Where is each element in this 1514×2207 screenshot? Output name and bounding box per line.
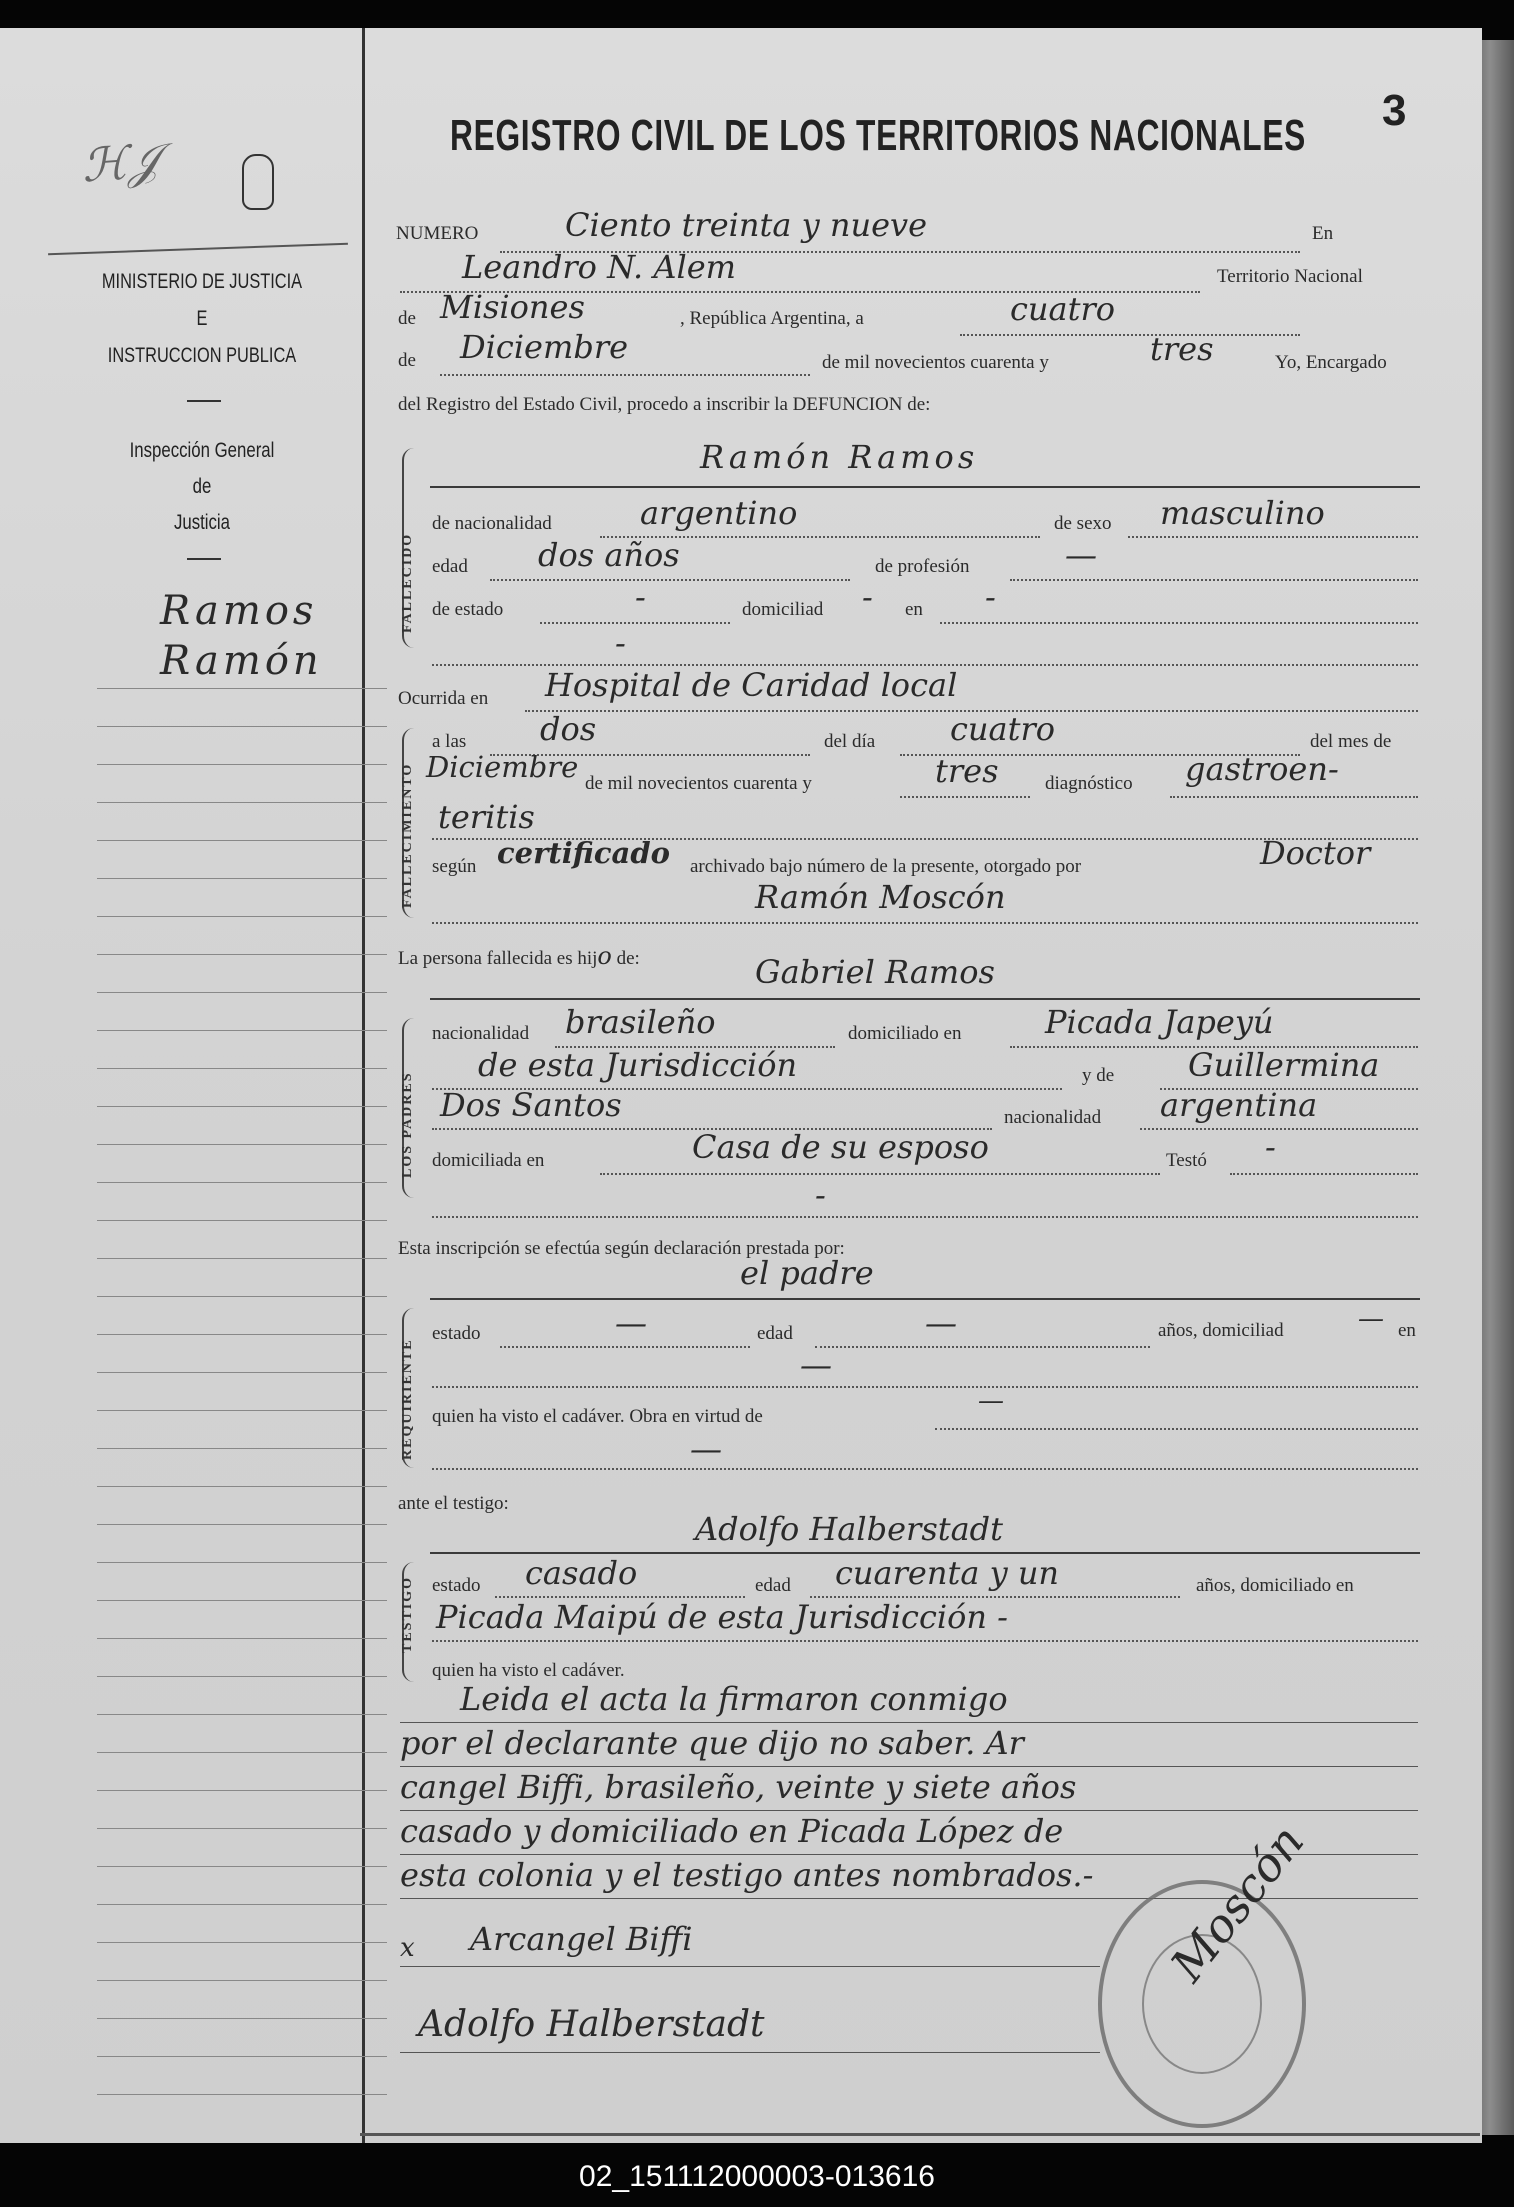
- profesion-label: de profesión: [875, 556, 970, 577]
- archivado-label: archivado bajo número de la presente, otorgado por: [690, 856, 1082, 877]
- edad-value: dos años: [538, 536, 680, 574]
- diagnostico-value-2: teritis: [438, 798, 535, 836]
- fill-line: [400, 1722, 1418, 1723]
- name-underline: [430, 486, 1420, 488]
- diagnostico-value: gastroen-: [1185, 750, 1339, 788]
- ruled-line: [97, 1144, 387, 1145]
- edad-value: —: [925, 1304, 957, 1342]
- ruled-line: [97, 1600, 387, 1601]
- hora-value: dos: [540, 710, 597, 748]
- padre-domicilio-value: Picada Japeyú: [1045, 1003, 1274, 1041]
- edad-label: edad: [432, 556, 468, 577]
- ruled-line: [97, 726, 387, 727]
- edad-value: cuarenta y un: [835, 1554, 1060, 1592]
- padres-section-label: LOS PADRES: [400, 1071, 415, 1178]
- padres-intro: [398, 942, 640, 970]
- inspection-line-3: Justicia: [173, 511, 231, 534]
- fill-line: [432, 1386, 1418, 1388]
- signature-biffi: Arcangel Biffi: [470, 1920, 693, 1958]
- declarante-value: el padre: [740, 1254, 874, 1292]
- estado-value: -: [635, 578, 646, 616]
- ruled-line: [97, 2018, 387, 2019]
- ruled-line: [97, 840, 387, 841]
- fill-line: [400, 1766, 1418, 1767]
- deceased-name-value: Ramón Ramos: [700, 438, 979, 476]
- numero-value: Ciento treinta y nueve: [565, 206, 928, 244]
- signature-mark: x: [400, 1933, 415, 1963]
- medico-value: Doctor: [1260, 834, 1371, 872]
- domiciliada-label: domiciliada en: [432, 1150, 545, 1171]
- ruled-line: [97, 1866, 387, 1867]
- divider: [187, 558, 221, 560]
- madre-domicilio-value: Casa de su esposo: [692, 1128, 989, 1166]
- register-page: [0, 28, 1482, 2143]
- ruled-line: [97, 2094, 387, 2095]
- requiriente-extra-dash: —: [800, 1346, 832, 1384]
- ruled-line: [97, 1448, 387, 1449]
- de-label-2: de: [398, 350, 416, 371]
- fill-line: [1010, 579, 1418, 581]
- ruled-line: [97, 1182, 387, 1183]
- ruled-line: [97, 1942, 387, 1943]
- fill-line: [815, 1346, 1150, 1348]
- domicilio-label: domiciliad: [742, 599, 824, 620]
- ruled-line: [97, 1638, 387, 1639]
- anio-label: de mil novecientos cuarenta y: [585, 773, 812, 794]
- medico-value-2: Ramón Moscón: [755, 878, 1006, 916]
- estado-label: estado: [432, 1323, 481, 1344]
- closing-line-1: Leida el acta la firmaron conmigo: [460, 1680, 1008, 1718]
- testigo-intro: ante el testigo:: [398, 1493, 509, 1514]
- edad-label: edad: [755, 1575, 791, 1596]
- en-label: en: [1398, 1320, 1416, 1341]
- closing-line-3: cangel Biffi, brasileño, veinte y siete años: [400, 1768, 1077, 1806]
- ruled-line: [97, 1334, 387, 1335]
- domicilio-value: Picada Maipú de esta Jurisdicción -: [436, 1598, 1008, 1636]
- anios-label: años, domiciliad: [1158, 1320, 1284, 1341]
- segun-value: certificado: [497, 836, 670, 870]
- padre-domicilio-value-2: de esta Jurisdicción: [478, 1046, 798, 1084]
- nacionalidad-label: de nacionalidad: [432, 513, 552, 534]
- ruled-line: [97, 1828, 387, 1829]
- initials-scribble: ℋ𝒥: [80, 133, 161, 193]
- dia-value: cuatro: [950, 710, 1056, 748]
- testigo-section-label: TESTIGO: [400, 1575, 415, 1653]
- testigo-value: Adolfo Halberstadt: [695, 1510, 1004, 1548]
- hijo-value: o: [597, 942, 612, 970]
- testo-label: Testó: [1166, 1150, 1207, 1171]
- ministry-line-1: MINISTERIO DE JUSTICIA: [101, 270, 303, 293]
- closing-line-2: por el declarante que dijo no saber. Ar: [400, 1724, 1024, 1762]
- ruled-line: [97, 1486, 387, 1487]
- ruled-line: [97, 916, 387, 917]
- ruled-line: [97, 1790, 387, 1791]
- ruled-line: [97, 764, 387, 765]
- sidebar: [42, 28, 365, 2143]
- mes-value: Diciembre: [426, 750, 579, 784]
- ruled-line: [97, 992, 387, 993]
- de-label: de: [398, 308, 416, 329]
- testo-value: -: [1265, 1128, 1276, 1166]
- alas-label: a las: [432, 731, 467, 752]
- ruled-line: [97, 2056, 387, 2057]
- fill-line: [940, 622, 1418, 624]
- edad-label: edad: [757, 1323, 793, 1344]
- fill-line: [440, 374, 810, 376]
- fill-line: [432, 1640, 1418, 1642]
- sexo-value: masculino: [1160, 494, 1325, 532]
- anios-label: años, domiciliado en: [1196, 1575, 1354, 1596]
- fill-line: [540, 622, 730, 624]
- padre-underline: [430, 998, 1420, 1000]
- numero-label: NUMERO: [396, 223, 479, 244]
- requiriente-section-label: REQUIRIENTE: [400, 1338, 415, 1460]
- domiciliado-label: domiciliado en: [848, 1023, 962, 1044]
- ministry-block: [77, 263, 327, 374]
- ocurrida-label: Ocurrida en: [398, 688, 489, 709]
- ruled-line: [97, 1752, 387, 1753]
- fill-line: [1230, 1173, 1418, 1175]
- estado-label: de estado: [432, 599, 504, 620]
- ruled-line: [97, 688, 387, 689]
- ruled-line: [97, 1106, 387, 1107]
- fill-line: [400, 1966, 1100, 1967]
- fill-line: [1140, 1128, 1418, 1130]
- ministry-line-3: INSTRUCCION PUBLICA: [107, 344, 297, 367]
- fill-line: [1170, 796, 1418, 798]
- inspection-block: [74, 433, 330, 541]
- ruled-line: [97, 954, 387, 955]
- ruled-line: [97, 1410, 387, 1411]
- fill-line: [400, 1810, 1418, 1811]
- en-value: -: [985, 578, 996, 616]
- coat-of-arms-icon: [242, 154, 274, 210]
- requiriente-extra-dash-2: —: [690, 1430, 722, 1468]
- fallecimiento-section-label: FALLECIMIENTO: [400, 762, 415, 908]
- inspection-line-1: Inspección General: [129, 439, 275, 462]
- ruled-line: [97, 1562, 387, 1563]
- segun-label: según: [432, 856, 477, 877]
- intro-text: del Registro del Estado Civil, procedo a inscribir la DEFUNCION de:: [398, 394, 931, 415]
- madre-value-2: Dos Santos: [440, 1086, 622, 1124]
- madre-nacionalidad-value: argentina: [1160, 1086, 1318, 1124]
- closing-line-5: esta colonia y el testigo antes nombrados.-: [400, 1856, 1094, 1894]
- fill-line: [1128, 536, 1418, 538]
- cadaver-label: quien ha visto el cadáver.: [432, 1660, 625, 1681]
- fill-line: [900, 796, 1030, 798]
- madre-value: Guillermina: [1188, 1046, 1380, 1084]
- page-number: 3: [1382, 86, 1407, 135]
- padre-nacionalidad-value: brasileño: [565, 1003, 716, 1041]
- ruled-line: [97, 1030, 387, 1031]
- nacionalidad-label: nacionalidad: [432, 1023, 530, 1044]
- fallecido-extra-dash: -: [615, 624, 626, 662]
- ruled-line: [97, 1258, 387, 1259]
- diagnostico-label: diagnóstico: [1045, 773, 1133, 794]
- year-label: de mil novecientos cuarenta y: [822, 352, 1049, 373]
- year-value: tres: [1150, 330, 1214, 368]
- padres-intro-de: de:: [616, 948, 640, 969]
- ruled-line: [97, 1220, 387, 1221]
- ruled-line: [97, 1980, 387, 1981]
- fill-line: [960, 334, 1300, 336]
- yde-label: y de: [1082, 1065, 1115, 1086]
- profesion-value: —: [1065, 536, 1097, 574]
- fill-line: [500, 1346, 750, 1348]
- deldia-label: del día: [824, 731, 876, 752]
- header-underline: [48, 243, 348, 255]
- ministry-line-2: E: [196, 307, 208, 330]
- delmes-label: del mes de: [1310, 731, 1392, 752]
- inspection-line-2: de: [192, 475, 212, 498]
- encargado-label: Yo, Encargado: [1275, 352, 1387, 373]
- image-filename: 02_151112000003-013616: [579, 2160, 935, 2193]
- ruled-line: [97, 1904, 387, 1905]
- bottom-rule: [360, 2133, 1480, 2136]
- domicilio-value: -: [862, 578, 873, 616]
- ruled-line: [97, 1296, 387, 1297]
- fill-line: [432, 1216, 1418, 1218]
- requiriente-intro: Esta inscripción se efectúa según declaración prestada por:: [398, 1238, 845, 1259]
- fill-line: [432, 1468, 1418, 1470]
- locality-value: Leandro N. Alem: [462, 248, 737, 286]
- ruled-line: [97, 878, 387, 879]
- estado-value: —: [615, 1304, 647, 1342]
- ruled-line: [97, 1676, 387, 1677]
- madre-nacionalidad-label: nacionalidad: [1004, 1107, 1102, 1128]
- obra-value: —: [978, 1386, 1004, 1416]
- deceased-surname: Ramos: [160, 588, 318, 634]
- fill-line: [400, 2052, 1100, 2053]
- ruled-line: [97, 1714, 387, 1715]
- territory-value: Misiones: [440, 288, 585, 326]
- ruled-line: [97, 1524, 387, 1525]
- day-value: cuatro: [1010, 290, 1116, 328]
- deceased-given-name: Ramón: [160, 638, 323, 684]
- padres-extra-dash: -: [815, 1176, 826, 1214]
- ruled-line: [97, 1068, 387, 1069]
- declarante-underline: [430, 1298, 1420, 1300]
- official-signature: Moscón: [1160, 1814, 1315, 1992]
- estado-value: casado: [525, 1554, 638, 1592]
- estado-label: estado: [432, 1575, 481, 1596]
- fallecido-section-label: FALLECIDO: [400, 532, 415, 633]
- closing-line-4: casado y domiciliado en Picada López de: [400, 1812, 1064, 1850]
- padres-intro-text: La persona fallecida es hij: [398, 948, 598, 969]
- territorio-label: Territorio Nacional: [1217, 266, 1363, 287]
- domicilio-value: —: [1358, 1304, 1384, 1334]
- cadaver-label: quien ha visto el cadáver. Obra en virtud de: [432, 1406, 763, 1427]
- month-value: Diciembre: [460, 328, 629, 366]
- fill-line: [600, 1173, 1160, 1175]
- fill-line: [935, 1428, 1418, 1430]
- lugar-value: Hospital de Caridad local: [545, 666, 958, 704]
- divider: [187, 400, 221, 402]
- nacionalidad-value: argentino: [640, 494, 798, 532]
- republica-label: , República Argentina, a: [680, 308, 864, 329]
- sexo-label: de sexo: [1054, 513, 1112, 534]
- document-title: REGISTRO CIVIL DE LOS TERRITORIOS NACIONALES: [450, 111, 1307, 160]
- en-label: en: [905, 599, 923, 620]
- fill-line: [432, 922, 1418, 924]
- fill-line: [490, 579, 850, 581]
- ruled-line: [97, 802, 387, 803]
- en-label: En: [1312, 223, 1334, 244]
- padre-value: Gabriel Ramos: [755, 953, 995, 991]
- ruled-line: [97, 1372, 387, 1373]
- signature-halberstadt: Adolfo Halberstadt: [418, 2004, 765, 2045]
- anio-value: tres: [935, 752, 999, 790]
